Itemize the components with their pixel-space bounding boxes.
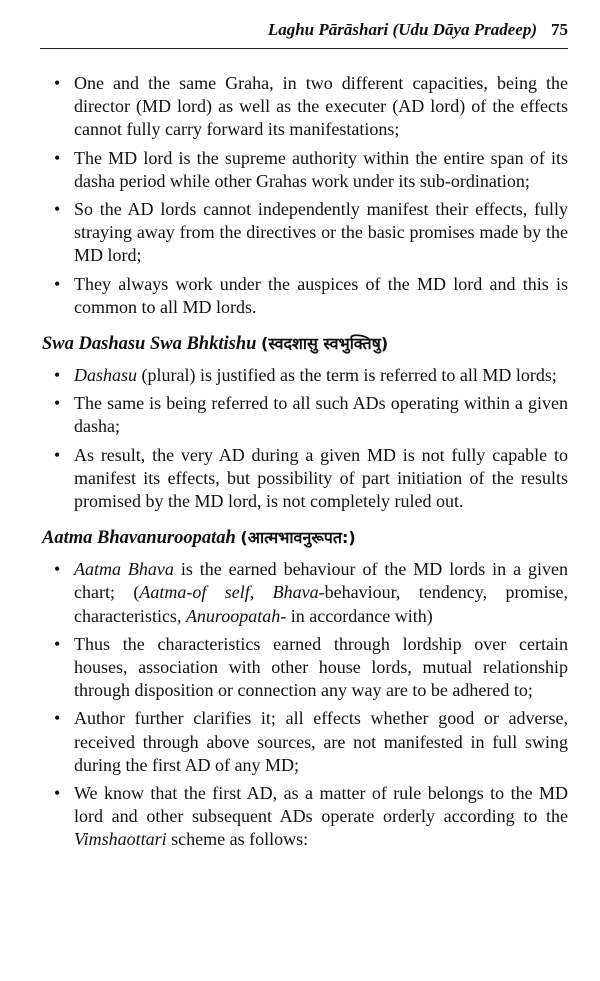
term: Aatma-of self, Bhava bbox=[139, 582, 319, 603]
list-item-text: scheme as follows: bbox=[166, 829, 309, 850]
section-heading-aatma-bhava bbox=[42, 526, 568, 549]
page-header bbox=[40, 20, 568, 49]
section-heading-text: Swa Dashasu Swa Bhktishu bbox=[42, 334, 257, 355]
section-heading-sanskrit: (स्वदशासु स्वभुक्तिषु) bbox=[261, 334, 389, 354]
list-item: • The MD lord is the supreme authority within the entire span of its dasha period while other Grahas work under its sub-ordination; bbox=[42, 147, 568, 193]
section-heading-sanskrit: (आत्मभावनुरूपत:) bbox=[240, 528, 356, 548]
section-heading-text: Aatma Bhavanuroopatah bbox=[42, 528, 236, 549]
running-title: Laghu Pārāshari (Udu Dāya Pradeep) bbox=[267, 20, 537, 39]
list-item bbox=[42, 782, 568, 852]
page-content bbox=[42, 72, 568, 857]
section-heading-swa-dashasu bbox=[42, 332, 568, 355]
list-item: • They always work under the auspices of the MD lord and this is common to all MD lords. bbox=[42, 273, 568, 319]
list-item-text: (plural) is justified as the term is referred to all MD lords; bbox=[137, 365, 557, 386]
list-item-text: - in accordance with) bbox=[280, 605, 433, 626]
list-item: • Thus the characteristics earned through lordship over certain houses, association with other house lords, mutual relationship through disposition or connection any way are to be adhered to; bbox=[42, 633, 568, 703]
list-item: • One and the same Graha, in two different capacities, being the director (MD lord) as well as the executer (AD lord) of the effects cannot fully carry forward its manifestations; bbox=[42, 72, 568, 142]
term: Dashasu bbox=[74, 365, 138, 386]
list-item-text: is the earned behaviour of the MD lords in a given chart; ( bbox=[74, 559, 568, 603]
page-number: 75 bbox=[551, 20, 568, 39]
term: Vimshaottari bbox=[74, 829, 167, 850]
list-item-text: -behaviour, tendency, promise, characteristics, bbox=[74, 582, 568, 626]
list-item: • Author further clarifies it; all effects whether good or adverse, received through above sources, are not manifested in full swing during the first AD of any MD; bbox=[42, 707, 568, 777]
term: Aatma Bhava bbox=[74, 559, 174, 580]
section2-bullet-list bbox=[42, 558, 568, 851]
section1-bullet-list bbox=[42, 364, 568, 513]
intro-bullet-list bbox=[42, 72, 568, 319]
list-item-text: We know that the first AD, as a matter of rule belongs to the MD lord and other subsequent ADs operate orderly according to the bbox=[74, 783, 568, 827]
list-item: • The same is being referred to all such ADs operating within a given dasha; bbox=[42, 392, 568, 438]
list-item bbox=[42, 558, 568, 628]
term: Anuroopatah bbox=[185, 605, 281, 626]
list-item bbox=[42, 364, 568, 387]
list-item: • So the AD lords cannot independently manifest their effects, fully straying away from the directives or the basic promises made by the MD lord; bbox=[42, 198, 568, 268]
list-item: • As result, the very AD during a given MD is not fully capable to manifest its effects, but possibility of part initiation of the results promised by the MD lord, is not completely ruled out. bbox=[42, 444, 568, 514]
